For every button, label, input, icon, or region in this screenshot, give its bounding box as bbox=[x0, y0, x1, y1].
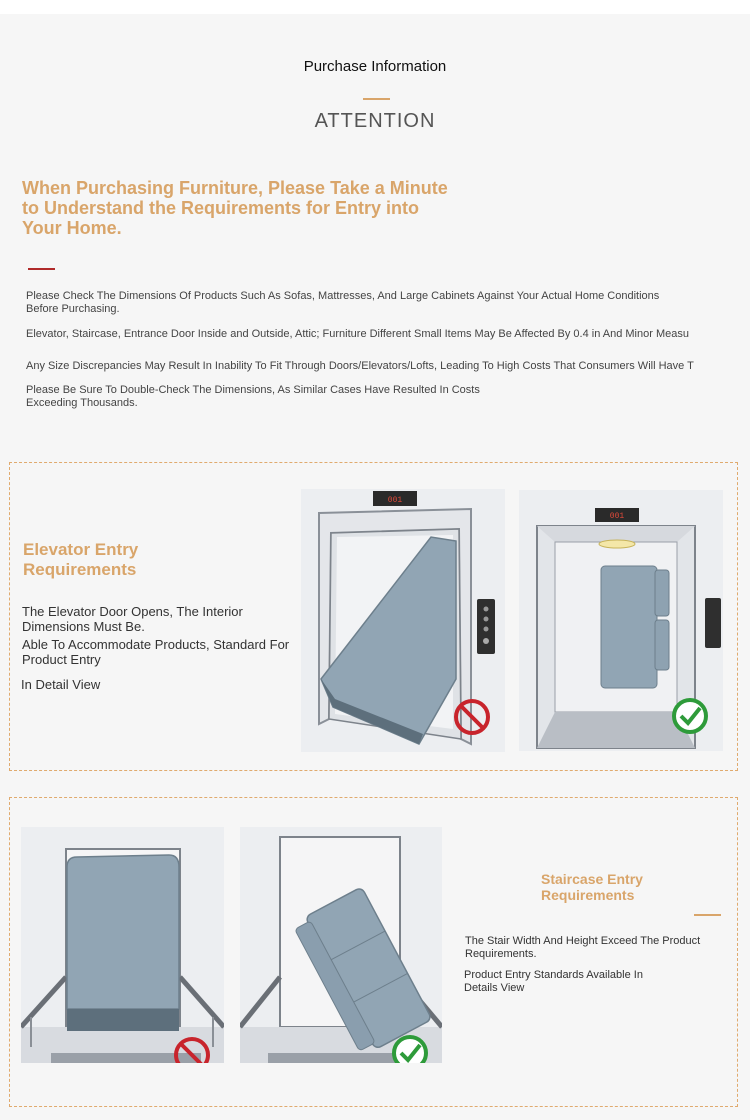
elevator-text-3: In Detail View bbox=[21, 677, 101, 692]
staircase-title: Staircase Entry Requirements bbox=[541, 871, 643, 903]
checkmark-icon bbox=[674, 700, 706, 732]
elevator-text-2: Able To Accommodate Products, Standard For Product Entry bbox=[22, 637, 290, 667]
elevator-floor-display: 001 bbox=[387, 496, 403, 505]
page-title: Purchase Information bbox=[303, 58, 447, 75]
elevator-title: Elevator Entry Requirements bbox=[23, 540, 139, 579]
staircase-wrong-illustration bbox=[21, 827, 224, 1063]
staircase-right-illustration bbox=[240, 827, 442, 1063]
elevator-right-illustration bbox=[519, 490, 723, 751]
staircase-divider bbox=[694, 914, 721, 916]
elevator-text-1: The Elevator Door Opens, The Interior Dimensions Must Be. bbox=[22, 604, 243, 634]
intro-paragraph-3: Any Size Discrepancies May Result In Inability To Fit Through Doors/Elevators/Lofts, Leading To High Costs That Consumers Will Have T bbox=[26, 360, 694, 372]
staircase-text-2: Product Entry Standards Available In Details View bbox=[464, 969, 643, 994]
staircase-text-1: The Stair Width And Height Exceed The Product Requirements. bbox=[465, 935, 701, 960]
title-divider bbox=[363, 98, 390, 100]
intro-divider bbox=[28, 268, 55, 270]
intro-paragraph-1: Please Check The Dimensions Of Products Such As Sofas, Mattresses, And Large Cabinets Against Your Actual Home Conditions Before Purchasing. bbox=[26, 290, 660, 315]
intro-headline: When Purchasing Furniture, Please Take a Minute to Understand the Requirements for Entry into Your Home. bbox=[22, 178, 448, 238]
attention-heading: ATTENTION bbox=[314, 110, 436, 132]
intro-paragraph-2: Elevator, Staircase, Entrance Door Inside and Outside, Attic; Furniture Different Small Items May Be Affected By 0.4 in And Minor Measu bbox=[26, 328, 689, 340]
checkmark-icon-2 bbox=[394, 1037, 426, 1063]
top-white-strip bbox=[0, 0, 750, 14]
intro-paragraph-4: Please Be Sure To Double-Check The Dimensions, As Similar Cases Have Resulted In Costs Exceeding Thousands. bbox=[26, 384, 480, 409]
elevator-floor-display-2: 001 bbox=[609, 512, 625, 521]
elevator-wrong-illustration bbox=[301, 489, 505, 752]
